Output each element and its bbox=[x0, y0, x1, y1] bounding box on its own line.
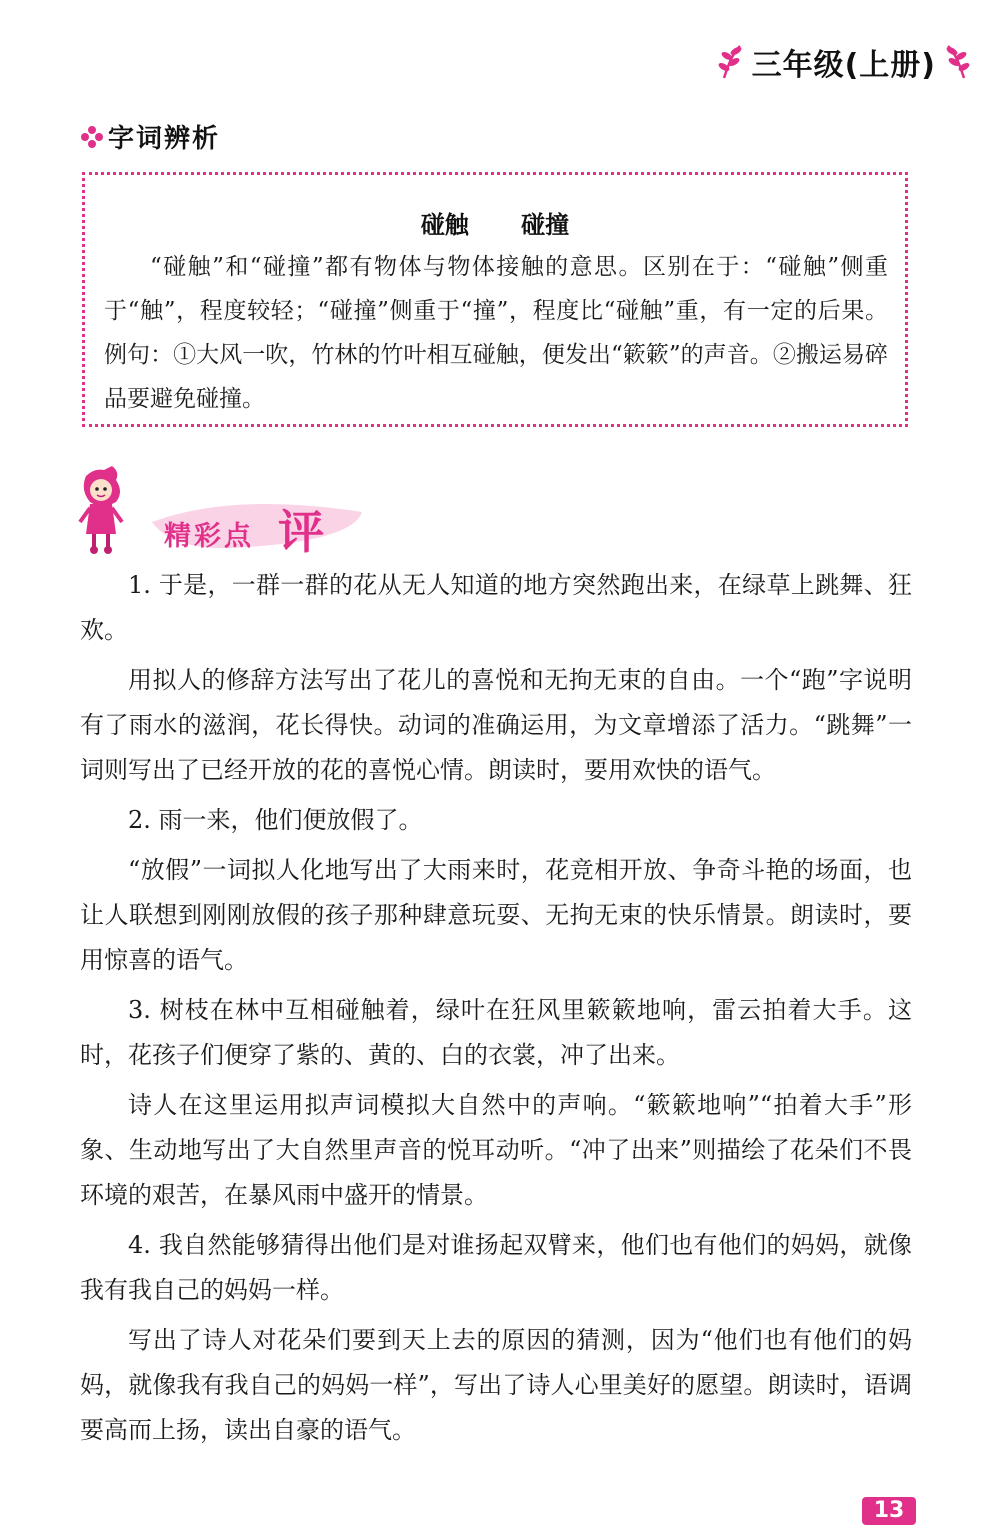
quote-2: 2. 雨一来，他们便放假了。 bbox=[128, 806, 423, 834]
review-banner bbox=[72, 462, 372, 562]
comment-4: 写出了诗人对花朵们要到天上去的原因的猜测，因为“他们也有他们的妈妈，就像我有我自己的妈妈一样”，写出了诗人心里美好的愿望。朗读时，语调要高而上扬，读出自豪的语气。 bbox=[80, 1326, 912, 1444]
word-b: 碰撞 bbox=[521, 211, 570, 239]
quote-1: 1. 于是，一群一群的花从无人知道的地方突然跑出来，在绿草上跳舞、狂欢。 bbox=[80, 571, 912, 644]
review-label: 精彩点 bbox=[164, 521, 254, 552]
section-label: 字词辨析 bbox=[108, 124, 221, 154]
quote-3: 3. 树枝在林中互相碰触着，绿叶在狂风里簌簌地响，雷云拍着大手。这时，花孩子们便穿了紫的、黄的、白的衣裳，冲了出来。 bbox=[80, 996, 912, 1069]
comment-1: 用拟人的修辞方法写出了花儿的喜悦和无拘无束的自由。一个“跑”字说明有了雨水的滋润，花长得快。动词的准确运用，为文章增添了活力。“跳舞”一词则写出了已经开放的花的喜悦心情。朗读时，要用欢快的语气。 bbox=[80, 666, 912, 784]
leaf-sprig-icon bbox=[716, 42, 746, 82]
review-content bbox=[80, 563, 912, 1458]
comment-3: 诗人在这里运用拟声词模拟大自然中的声响。“簌簌地响”“拍着大手”形象、生动地写出了大自然里声音的悦耳动听。“冲了出来”则描绘了花朵们不畏环境的艰苦，在暴风雨中盛开的情景。 bbox=[80, 1091, 912, 1209]
page-number: 13 bbox=[862, 1497, 916, 1525]
review-big-char: 评 bbox=[278, 505, 324, 559]
word-pair-title bbox=[82, 205, 908, 240]
grade-header bbox=[716, 42, 972, 82]
flower-icon bbox=[80, 125, 104, 149]
word-a: 碰触 bbox=[420, 211, 469, 239]
comment-2: “放假”一词拟人化地写出了大雨来时，花竞相开放、争奇斗艳的场面，也让人联想到刚刚放假的孩子那种肆意玩耍、无拘无束的快乐情景。朗读时，要用惊喜的语气。 bbox=[80, 856, 912, 974]
leaf-sprig-icon bbox=[942, 42, 972, 82]
grade-title: 三年级(上册) bbox=[751, 48, 936, 83]
word-explanation: “碰触”和“碰撞”都有物体与物体接触的意思。区别在于：“碰触”侧重于“触”，程度较轻；“碰撞”侧重于“撞”，程度比“碰触”重，有一定的后果。例句：①大风一吹，竹林的竹叶相互碰触，便发出“簌簌”的声音。②搬运易碎品要避免碰撞。 bbox=[104, 254, 888, 412]
word-analysis-heading bbox=[80, 118, 220, 155]
quote-4: 4. 我自然能够猜得出他们是对谁扬起双臂来，他们也有他们的妈妈，就像我有我自己的妈妈一样。 bbox=[80, 1231, 912, 1304]
